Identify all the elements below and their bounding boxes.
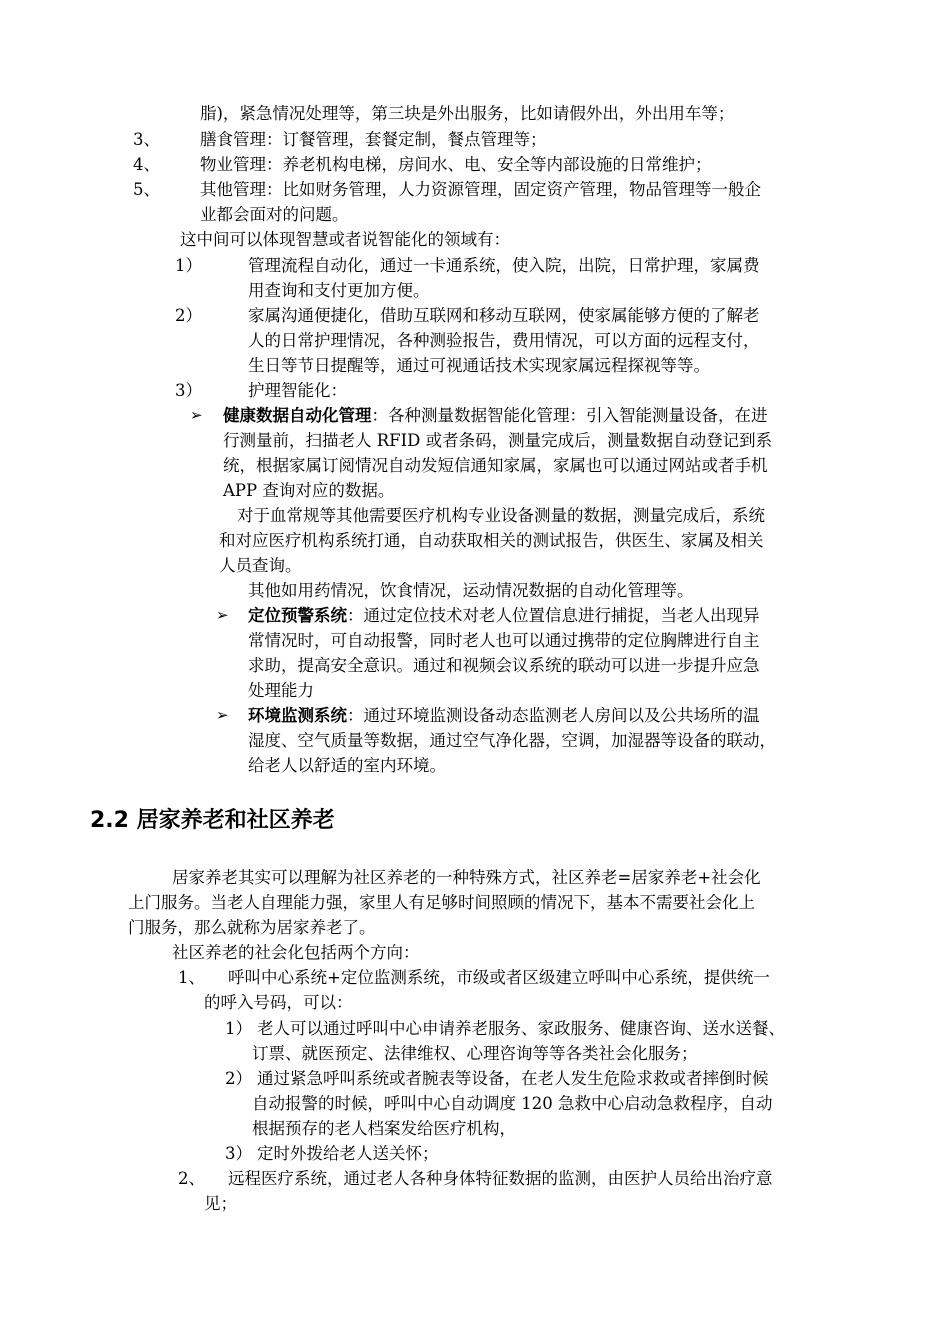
list-item-text: 家属沟通便捷化，借助互联网和移动互联网，使家属能够方便的了解老 (248, 306, 760, 325)
list-number: 5、 (133, 180, 160, 199)
arrow-bullet-icon: ➢ (216, 706, 229, 724)
list-item-text: 生日等节日提醒等，通过可视通话技术实现家属远程探视等等。 (248, 356, 710, 375)
sub-list-number: 3） (225, 1144, 252, 1163)
sub-list-text: 自动报警的时候，呼叫中心自动调度 120 急救中心启动急救程序，自动 (252, 1094, 773, 1113)
list-number: 1） (175, 256, 202, 275)
bullet-text: ：各种测量数据智能化管理：引入智能测量设备，在进 (371, 406, 768, 425)
bullet-text: 湿度、空气质量等数据，通过空气净化器，空调，加湿器等设备的联动， (248, 731, 776, 750)
bullet-text: 给老人以舒适的室内环境。 (248, 756, 446, 775)
list-item-text: 的呼入号码，可以： (204, 993, 353, 1012)
sub-list-text: 根据预存的老人档案发给医疗机构， (252, 1119, 516, 1138)
paragraph-line: 居家养老其实可以理解为社区养老的一种特殊方式，社区养老=居家养老+社会化 (172, 868, 761, 887)
list-item-text: 膳食管理：订餐管理，套餐定制，餐点管理等； (200, 130, 547, 149)
section-heading: 2.2 居家养老和社区养老 (90, 808, 335, 833)
intro-text: 社区养老的社会化包括两个方向： (172, 943, 420, 962)
list-item-text: 业都会面对的问题。 (200, 205, 349, 224)
bullet-text: 统，根据家属订阅情况自动发短信通知家属，家属也可以通过网站或者手机 (223, 456, 768, 475)
list-number: 2、 (178, 1169, 205, 1188)
bullet-title: 健康数据自动化管理 (223, 406, 372, 425)
bullet-text: 处理能力 (248, 681, 314, 700)
list-item-text: 用查询和支付更加方便。 (248, 281, 430, 300)
bullet-text: 求助，提高安全意识。通过和视频会议系统的联动可以进一步提升应急 (248, 656, 760, 675)
sub-list-text: 订票、就医预定、法律维权、心理咨询等等各类社会化服务； (252, 1044, 698, 1063)
bullet-text: APP 查询对应的数据。 (223, 481, 395, 500)
list-number: 4、 (133, 155, 160, 174)
arrow-bullet-icon: ➢ (216, 606, 229, 624)
paragraph-line: 上门服务。当老人自理能力强，家里人有足够时间照顾的情况下，基本不需要社会化上 (128, 893, 755, 912)
list-number: 3、 (133, 130, 160, 149)
sub-list-number: 1） (225, 1019, 252, 1038)
bullet-title: 环境监测系统 (248, 706, 347, 725)
sub-list-text: 老人可以通过呼叫中心申请养老服务、家政服务、健康咨询、送水送餐、 (257, 1019, 785, 1038)
list-item-text: 见； (204, 1194, 237, 1213)
bullet-text: ：通过定位技术对老人位置信息进行捕捉，当老人出现异 (347, 606, 760, 625)
paragraph-line: 其他如用药情况，饮食情况，运动情况数据的自动化管理等。 (248, 581, 694, 600)
paragraph-line: 对于血常规等其他需要医疗机构专业设备测量的数据，测量完成后，系统 (237, 506, 765, 525)
bullet-text: 行测量前，扫描老人 RFID 或者条码，测量完成后，测量数据自动登记到系 (223, 431, 773, 450)
bullet-text: 常情况时，可自动报警，同时老人也可以通过携带的定位胸牌进行自主 (248, 631, 760, 650)
arrow-bullet-icon: ➢ (190, 406, 203, 424)
list-item-text: 物业管理：养老机构电梯，房间水、电、安全等内部设施的日常维护； (200, 155, 712, 174)
sub-list-text: 定时外拨给老人送关怀； (257, 1144, 439, 1163)
list-item-text: 护理智能化： (248, 381, 347, 400)
intro-text: 这中间可以体现智慧或者说智能化的领域有： (180, 230, 510, 249)
bullet-item-line (223, 403, 768, 428)
list-number: 1、 (178, 968, 205, 987)
list-item-text: 远程医疗系统，通过老人各种身体特征数据的监测，由医护人员给出治疗意 (228, 1169, 773, 1188)
sub-list-text: 通过紧急呼叫系统或者腕表等设备，在老人发生危险求救或者摔倒时候 (257, 1069, 769, 1088)
list-item-text: 管理流程自动化，通过一卡通系统，使入院，出院，日常护理，家属费 (248, 256, 760, 275)
paragraph-line: 门服务，那么就称为居家养老了。 (128, 918, 376, 937)
bullet-title: 定位预警系统 (248, 606, 347, 625)
bullet-text: ：通过环境监测设备动态监测老人房间以及公共场所的温 (347, 706, 760, 725)
bullet-item-line (248, 703, 760, 728)
list-continuation: 脂)，紧急情况处理等，第三块是外出服务，比如请假外出，外出用车等； (200, 104, 735, 123)
list-number: 2） (175, 306, 202, 325)
list-item-text: 呼叫中心系统+定位监测系统，市级或者区级建立呼叫中心系统，提供统一 (228, 968, 770, 987)
list-item-text: 其他管理：比如财务管理，人力资源管理，固定资产管理，物品管理等一般企 (200, 180, 761, 199)
list-number: 3） (175, 381, 202, 400)
paragraph-line: 和对应医疗机构系统打通，自动获取相关的测试报告，供医生、家属及相关 (219, 531, 764, 550)
bullet-item-line (248, 603, 760, 628)
sub-list-number: 2） (225, 1069, 252, 1088)
paragraph-line: 人员查询。 (219, 556, 302, 575)
list-item-text: 人的日常护理情况，各种测验报告，费用情况，可以方面的远程支付， (248, 331, 760, 350)
